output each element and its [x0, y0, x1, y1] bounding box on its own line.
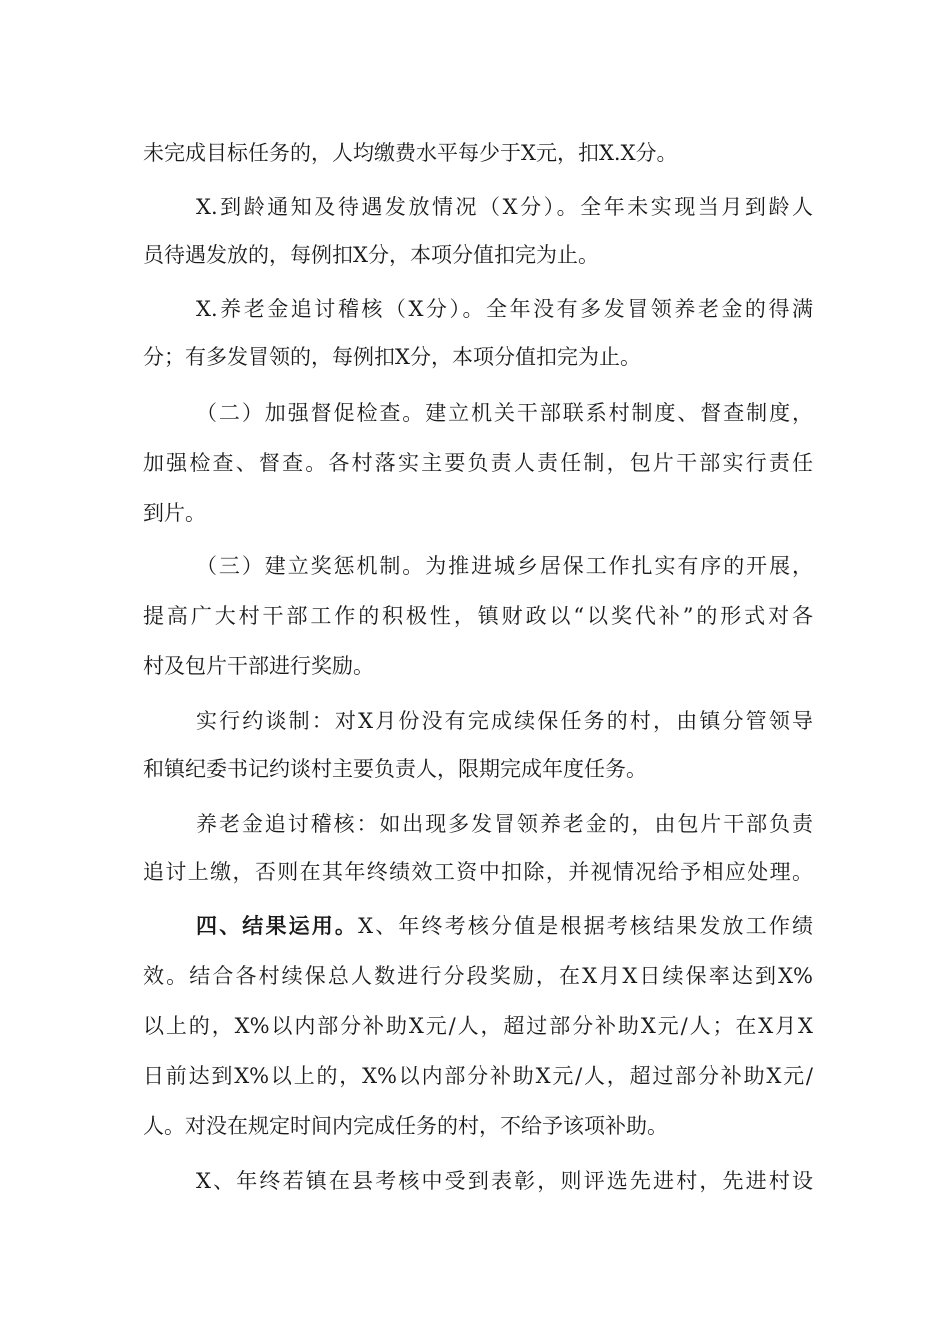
- paragraph-line-with-heading: [196, 913, 813, 939]
- paragraph-line: 员待遇发放的，每例扣X分，本项分值扣完为止。: [143, 243, 599, 267]
- paragraph-line: 养老金追讨稽核：如出现多发冒领养老金的，由包片干部负责: [196, 812, 813, 836]
- paragraph-text: X、年终考核分值是根据考核结果发放工作绩: [358, 914, 813, 938]
- paragraph-line: 未完成目标任务的，人均缴费水平每少于X元，扣X.X分。: [143, 141, 678, 165]
- paragraph-line: 日前达到X%以上的，X%以内部分补助X元/人，超过部分补助X元/: [143, 1064, 813, 1088]
- paragraph-line: X.养老金追讨稽核（X分）。全年没有多发冒领养老金的得满: [196, 297, 813, 321]
- paragraph-line: 和镇纪委书记约谈村主要负责人，限期完成年度任务。: [143, 757, 647, 781]
- paragraph-line: 效。结合各村续保总人数进行分段奖励，在X月X日续保率达到X%: [143, 964, 813, 988]
- paragraph-line: 分；有多发冒领的，每例扣X分，本项分值扣完为止。: [143, 345, 641, 369]
- paragraph-line: 村及包片干部进行奖励。: [143, 654, 374, 678]
- paragraph-line: 实行约谈制：对X月份没有完成续保任务的村，由镇分管领导: [196, 709, 813, 733]
- paragraph-line: （二）加强督促检查。建立机关干部联系村制度、督查制度，: [196, 401, 813, 425]
- paragraph-line: 到片。: [143, 501, 206, 525]
- paragraph-line: 加强检查、督查。各村落实主要负责人责任制，包片干部实行责任: [143, 451, 813, 475]
- paragraph-line: 人。对没在规定时间内完成任务的村，不给予该项补助。: [143, 1114, 668, 1138]
- paragraph-line: 提高广大村干部工作的积极性，镇财政以“以奖代补”的形式对各: [143, 604, 813, 628]
- section-heading: 四、结果运用。: [196, 913, 359, 938]
- paragraph-line: X.到龄通知及待遇发放情况（X分）。全年未实现当月到龄人: [196, 195, 813, 219]
- paragraph-line: X、年终若镇在县考核中受到表彰，则评选先进村，先进村设: [196, 1169, 813, 1193]
- paragraph-line: （三）建立奖惩机制。为推进城乡居保工作扎实有序的开展，: [196, 554, 813, 578]
- paragraph-line: 追讨上缴，否则在其年终绩效工资中扣除，并视情况给予相应处理。: [143, 860, 813, 884]
- paragraph-line: 以上的，X%以内部分补助X元/人，超过部分补助X元/人；在X月X: [143, 1014, 813, 1038]
